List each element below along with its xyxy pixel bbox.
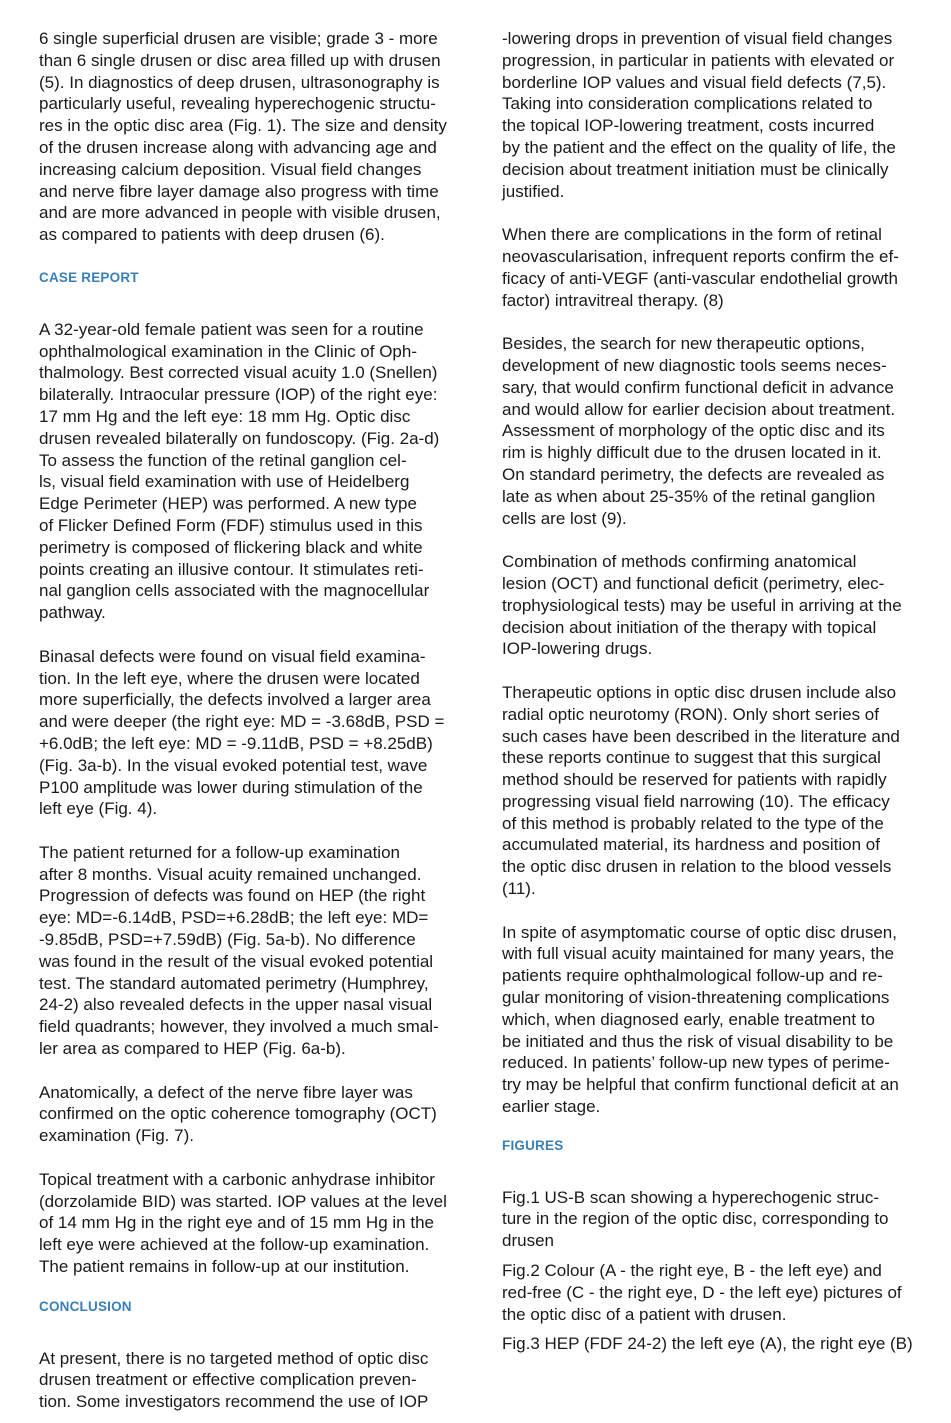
case-report-heading: CASE REPORT: [39, 269, 139, 285]
case-paragraph-1: A 32-year-old female patient was seen for a routine ophthalmological examination in the Clinic of Oph- thalmology. Best corrected visual acuity 1.0 (Snellen) bilaterally. Intraocular pressure (IOP) of the right eye: 17 mm Hg and the left eye: 18 mm Hg. Optic disc drusen revealed bilaterally on fundoscopy. (Fig. 2a-d) To assess the function of the retinal ganglion cel- ls, visual field examination with use of Heidelberg Edge Perimeter (HEP) was performed. A new type of Flicker Defined Form (FDF) stimulus used in this perimetry is composed of flickering black and white points creating an illusive contour. It stimulates reti- nal ganglion cells associated with the magnocellular pathway.: [39, 319, 440, 623]
figure-caption-3: Fig.3 HEP (FDF 24-2) the left eye (A), the right eye (B): [502, 1334, 913, 1354]
conclusion-paragraph-7: In spite of asymptomatic course of optic disc drusen, with full visual acuity maintained for many years, the patients require ophthalmological follow-up and re- gular monitoring of vision-threatening complications which, when diagnosed early, enable treatment to be initiated and thus the risk of visual disability to be reduced. In patients’ follow-up new types of perime- try may be helpful that confirm functional deficit at an earlier stage.: [502, 922, 899, 1117]
conclusion-paragraph-4: Besides, the search for new therapeutic options, development of new diagnostic tools seems neces- sary, that would confirm functional deficit in advance and would allow for earlier decision about treatment. Assessment of morphology of the optic disc and its rim is highly difficult due to the drusen located in it. On standard perimetry, the defects are revealed as late as when about 25-35% of the retinal ganglion cells are lost (9).: [502, 334, 896, 528]
conclusion-paragraph-2: -lowering drops in prevention of visual field changes progression, in particular in patients with elevated or borderline IOP values and visual field defects (7,5). Taking into consideration complications related to the topical IOP-lowering treatment, costs incurred by the patient and the effect on the quality of life, the decision about treatment initiation must be clinically justified.: [502, 29, 896, 201]
figures-heading: FIGURES: [502, 1137, 564, 1153]
case-paragraph-2: Binasal defects were found on visual field examina- tion. In the left eye, where the drusen were located more superficially, the defects involved a larger area and were deeper (the right eye: MD = -3.68dB, PSD = +6.0dB; the left eye: MD = -9.11dB, PSD = +8.25dB) (Fig. 3a-b). In the visual evoked potential test, wave P100 amplitude was lower during stimulation of the left eye (Fig. 4).: [39, 646, 445, 819]
case-paragraph-3: The patient returned for a follow-up examination after 8 months. Visual acuity remained unchanged. Progression of defects was found on HEP (the right eye: MD=-6.14dB, PSD=+6.28dB; the left eye: MD= -9.85dB, PSD=+7.59dB) (Fig. 5a-b). No difference was found in the result of the visual evoked potential test. The standard automated perimetry (Humphrey, 24-2) also revealed defects in the upper nasal visual field quadrants; however, they involved a much smal- ler area as compared to HEP (Fig. 6a-b).: [39, 842, 439, 1059]
case-paragraph-4: Anatomically, a defect of the nerve fibre layer was confirmed on the optic coherence tomography (OCT) examination (Fig. 7).: [39, 1082, 437, 1146]
right-column: [502, 28, 932, 1355]
conclusion-paragraph-3: When there are complications in the form of retinal neovascularisation, infrequent reports confirm the ef- ficacy of anti-VEGF (anti-vascular endothelial growth factor) intravitreal therapy. (8): [502, 225, 899, 310]
conclusion-paragraph-5: Combination of methods confirming anatomical lesion (OCT) and functional deficit (perimetry, elec- trophysiological tests) may be useful in arriving at the decision about initiation of the therapy with topical IOP-lowering drugs.: [502, 552, 902, 659]
figure-caption-2: Fig.2 Colour (A - the right eye, B - the left eye) and red-free (C - the right eye, D - the left eye) pictures of the optic disc of a patient with drusen.: [502, 1261, 902, 1324]
conclusion-paragraph-1: At present, there is no targeted method of optic disc drusen treatment or effective complication preven- tion. Some investigators recommend the use of IOP: [39, 1348, 429, 1412]
figure-caption-1: Fig.1 US-B scan showing a hyperechogenic struc- ture in the region of the optic disc, corresponding to drusen: [502, 1187, 889, 1251]
conclusion-heading: CONCLUSION: [39, 1298, 132, 1314]
intro-paragraph: 6 single superficial drusen are visible; grade 3 - more than 6 single drusen or disc area filled up with drusen (5). In diagnostics of deep drusen, ultrasonography is particularly useful, revealing hyperechogenic structu- res in the optic disc area (Fig. 1). The size and density of the drusen increase along with advancing age and increasing calcium deposition. Visual field changes and nerve fibre layer damage also progress with time and are more advanced in people with visible drusen, as compared to patients with deep drusen (6).: [39, 29, 447, 245]
conclusion-paragraph-6: Therapeutic options in optic disc drusen include also radial optic neurotomy (RON). Only short series of such cases have been described in the literature and these reports continue to suggest that this surgical method should be reserved for patients with rapidly progressing visual field narrowing (10). The efficacy of this method is probably related to the type of the accumulated material, its hardness and position of the optic disc drusen in relation to the blood vessels (11).: [502, 682, 900, 899]
left-column: [39, 28, 475, 1413]
case-paragraph-5: Topical treatment with a carbonic anhydrase inhibitor (dorzolamide BID) was started. IOP values at the level of 14 mm Hg in the right eye and of 15 mm Hg in the left eye were achieved at the follow-up examination. The patient remains in follow-up at our institution.: [39, 1169, 447, 1277]
